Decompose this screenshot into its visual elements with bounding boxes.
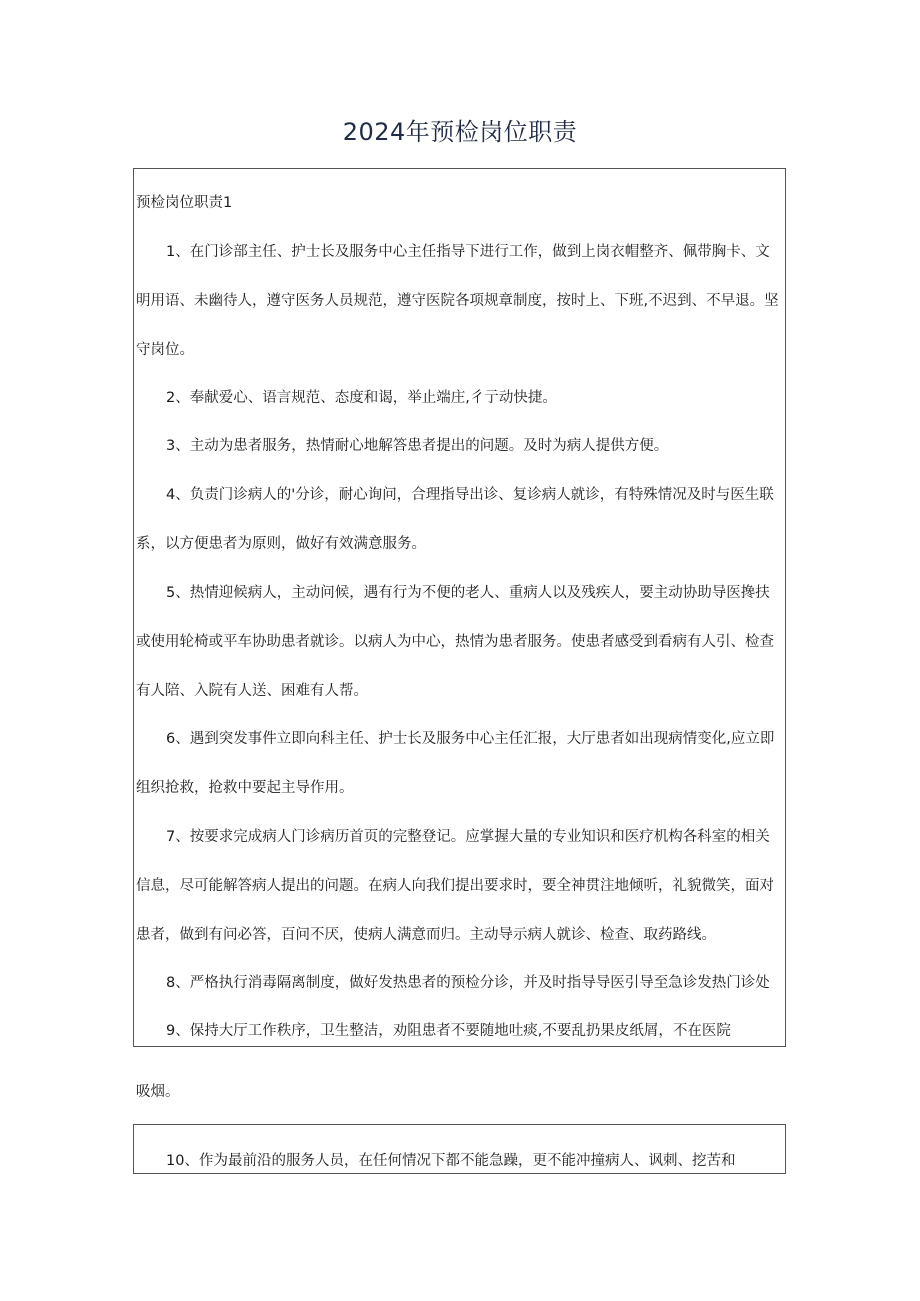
- paragraph-line: 7、按要求完成病人门诊病历首页的完整登记。应掌握大量的专业知识和医疗机构各科室的相关: [166, 829, 770, 845]
- paragraph-line: 患者，做到有问必答，百问不厌，使病人满意而归。主动导示病人就诊、检查、取药路线。: [136, 927, 716, 943]
- paragraph-line: 系，以方便患者为原则，做好有效满意服务。: [136, 536, 426, 552]
- paragraph-line: 吸烟。: [136, 1084, 180, 1100]
- paragraph-line: 9、保持大厅工作秩序，卫生整洁，劝阻患者不要随地吐痰,不要乱扔果皮纸屑，不在医院: [166, 1023, 731, 1039]
- paragraph-line: 信息，尽可能解答病人提出的问题。在病人向我们提出要求时，要全神贯注地倾听，礼貌微笑，面对: [136, 878, 774, 894]
- paragraph-line: 1、在门诊部主任、护士长及服务中心主任指导下进行工作，做到上岗衣帽整齐、佩带胸卡、文: [166, 244, 770, 260]
- paragraph-line: 5、热情迎候病人，主动问候，遇有行为不便的老人、重病人以及残疾人，要主动协助导医搀扶: [166, 585, 770, 601]
- paragraph-line: 2、奉献爱心、语言规范、态度和谒，举止端庄,彳亍动快捷。: [166, 390, 557, 406]
- paragraph-line: 10、作为最前沿的服务人员，在任何情况下都不能急躁，更不能冲撞病人、讽刺、挖苦和: [166, 1153, 736, 1169]
- paragraph-line: 或使用轮椅或平车协助患者就诊。以病人为中心，热情为患者服务。使患者感受到看病有人引、检查: [136, 634, 774, 650]
- section-heading: 预检岗位职责1: [136, 195, 233, 211]
- document-title: 2024年预检岗位职责: [342, 118, 578, 146]
- paragraph-line: 4、负责门诊病人的'分诊，耐心询问，合理指导出诊、复诊病人就诊，有特殊情况及时与医生联: [166, 487, 774, 503]
- paragraph-line: 8、严格执行消毒隔离制度，做好发热患者的预检分诊，并及时指导导医引导至急诊发热门诊处: [166, 975, 770, 991]
- paragraph-line: 3、主动为患者服务，热情耐心地解答患者提出的问题。及时为病人提供方便。: [166, 438, 669, 454]
- paragraph-line: 组织抢救，抢救中要起主导作用。: [136, 780, 354, 796]
- paragraph-line: 守岗位。: [136, 342, 194, 358]
- paragraph-line: 6、遇到突发事件立即向科主任、护士长及服务中心主任汇报，大厅患者如出现病情变化,应立即: [166, 731, 775, 747]
- paragraph-line: 明用语、未幽待人，遵守医务人员规范，遵守医院各项规章制度，按时上、下班,不迟到、不早退。坚: [136, 293, 779, 309]
- paragraph-line: 有人陪、入院有人送、困难有人帮。: [136, 683, 368, 699]
